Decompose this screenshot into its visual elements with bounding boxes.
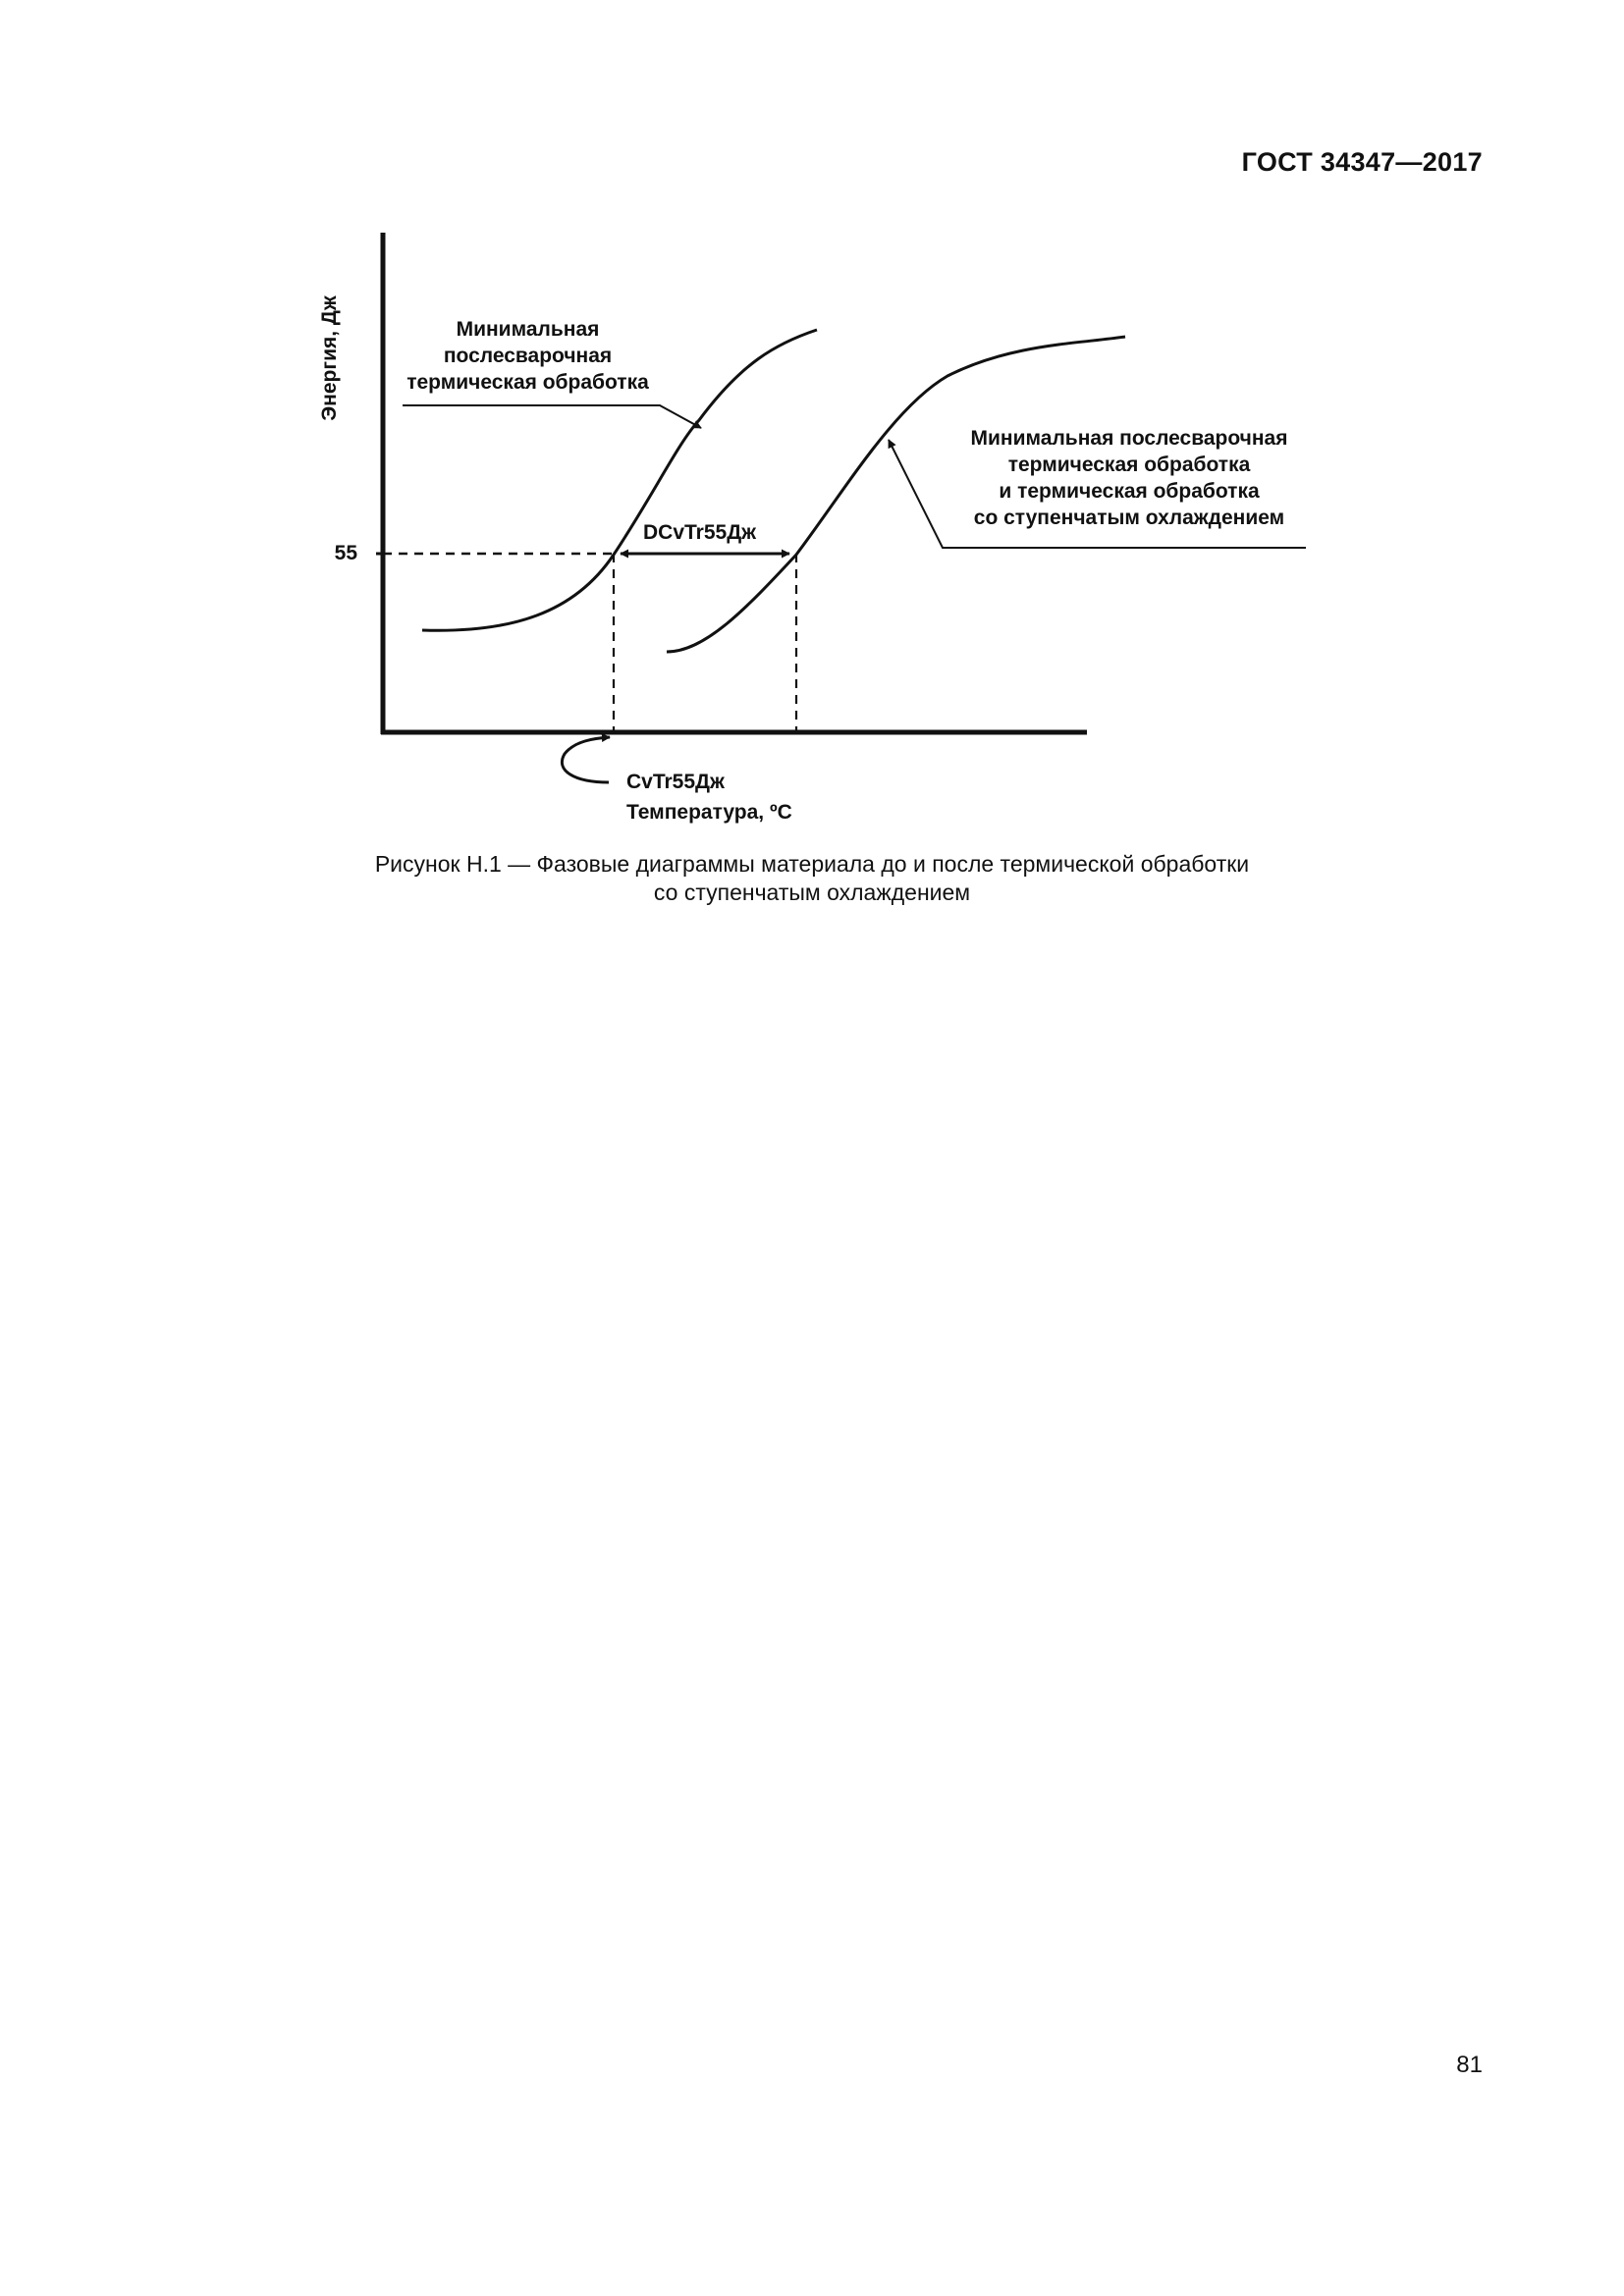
- phase-diagram-figure: Энергия, Дж 55 Минимальная послесварочная термическая обработка Минимальная послесварочная термическая обработка и термическая обработка со ступенчатым охлаждением DCvTr55Дж CvTr55Дж Температура, ºС: [0, 0, 1624, 883]
- x-axis-label: Температура, ºС: [626, 801, 792, 824]
- caption-line: Рисунок Н.1 — Фазовые диаграммы материала до и после термической обработки: [374, 851, 1250, 877]
- curve2-label-line: термическая обработка: [1007, 454, 1251, 476]
- curve1-label-line: Минимальная: [456, 318, 600, 341]
- curve1-leader: [403, 405, 701, 428]
- curve2-label-line: и термическая обработка: [999, 480, 1260, 503]
- figure-caption: [223, 850, 1401, 907]
- curve1-label-line: послесварочная: [443, 345, 613, 367]
- phase-diagram-svg: [0, 0, 1624, 883]
- curve2-label: [943, 425, 1316, 531]
- curve1-label: [388, 316, 668, 396]
- curve1-label-line: термическая обработка: [406, 371, 649, 394]
- curve2-label-line: со ступенчатым охлаждением: [973, 507, 1285, 529]
- delta-label: DCvTr55Дж: [643, 521, 757, 544]
- document-code: ГОСТ 34347—2017: [1241, 147, 1483, 177]
- y-tick-label: 55: [334, 542, 357, 564]
- caption-line: со ступенчатым охлаждением: [653, 880, 971, 905]
- page-number: 81: [1456, 2052, 1483, 2078]
- curve2-label-line: Минимальная послесварочная: [970, 427, 1288, 450]
- x-marker-label: CvTr55Дж: [626, 771, 725, 793]
- x-marker-arrow: [562, 737, 610, 782]
